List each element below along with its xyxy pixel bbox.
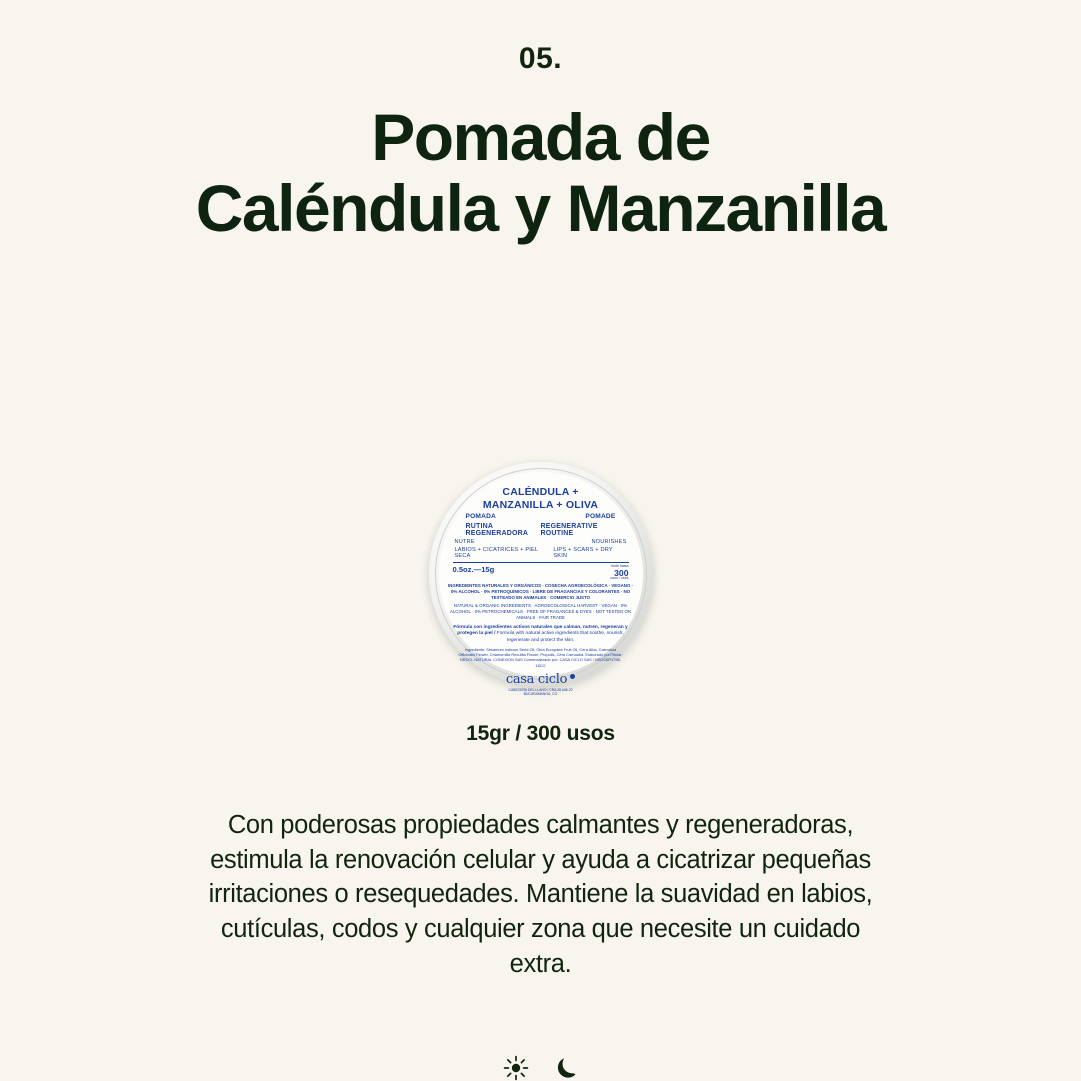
label-uses-number: 300 (614, 567, 629, 578)
label-name-line-2: MANZANILLA + OLIVA (482, 498, 599, 511)
brand-dot-icon (570, 674, 575, 679)
label-address-line-2: BUCARAMANGA, CO (523, 692, 558, 697)
label-use-es: LABIOS + CICATRICES + PIEL SECA (454, 547, 539, 560)
label-fineprint-en: NATURAL & ORGANIC INGREDIENTS · AGROECOLOGICAL HARVEST · VEGAN · 0% ALCOHOL · 0% PETROCHEMICALS · FREE OF FRAGANCES & DYES · NOT TESTED ON ANIMALS · FAIR TRADE (449, 602, 632, 620)
label-uses-top: rinde hasta (610, 564, 629, 569)
label-ingredients-title: Ingredients: (464, 647, 486, 653)
label-use-head-row (455, 539, 627, 545)
label-weight-row (453, 565, 629, 581)
label-madeby: NRDCL NATURAL CONEXION SAS (460, 657, 523, 663)
label-uses (610, 565, 628, 581)
sun-icon (503, 1055, 529, 1081)
label-claim (451, 625, 631, 644)
usage-icons (503, 1055, 579, 1081)
page-title (195, 100, 886, 246)
label-claim-es: Fórmula con ingredientes activos naturales que calman, nutren, regeneran y protegen la piel / (453, 624, 628, 637)
label-divider (453, 562, 629, 563)
label-madeby-title: Elaborado por/Titular: (585, 652, 623, 658)
title-line-2: Caléndula y Manzanilla (195, 171, 886, 246)
label-routine-row (466, 523, 616, 537)
brand-logo (506, 672, 575, 687)
label-claim-en: Formula with natural active ingredients that soothe, nourish, regenerate and protect the skin. (496, 631, 624, 643)
label-type-row (466, 513, 616, 520)
label-use-head-en: NOURISHES (591, 539, 627, 546)
label-ingredients (457, 647, 625, 668)
label-fineprint-es: INGREDIENTES NATURALES Y ORGÁNICOS · COSECHA AGROECOLÓGICA · VEGANO · 0% ALCOHOL · 0% PETROQUÍMICOS · LIBRE DE FRAGANCIAS Y COLORANTES · NO TESTEADO EN ANIMALES · COMERCIO JUSTO (447, 583, 634, 600)
label-type-en: POMADE (585, 513, 616, 521)
product-image (426, 462, 656, 697)
label-weight: 0.5oz.—15g (452, 565, 495, 575)
label-name-line-1: CALÉNDULA + (502, 486, 579, 499)
label-routine-es: RUTINA REGENERADORA (465, 523, 529, 538)
label-use-en: LIPS + SCARS + DRY SKIN (553, 547, 613, 560)
title-line-1: Pomada de (371, 100, 710, 174)
label-address (509, 688, 573, 697)
label-type-es: POMADA (465, 513, 497, 521)
label-routine-en: REGENERATIVE ROUTINE (540, 523, 598, 538)
label-use-head-es: NUTRE (454, 539, 475, 546)
brand-name: casa ciclo (505, 671, 568, 687)
tin-container (429, 462, 653, 697)
label-address-line-1: CABECERA DEL LLANO / CRA 28 #48-20 (508, 687, 573, 692)
item-number: 05. (518, 42, 563, 75)
label-use-row (455, 547, 627, 559)
tin-label (439, 472, 643, 697)
product-description: Con poderosas propiedades calmantes y regeneradoras, estimula la renovación celular y ayuda a cicatrizar pequeñas irritaciones o resequedades. Mantiene la suavidad en labios, cutículas, codos y cualquier zona que necesite un cuidado extra. (208, 811, 873, 978)
product-caption: 15gr / 300 usos (466, 722, 615, 746)
label-uses-bottom: usos / uses (610, 576, 629, 581)
label-reg-title: Comercializado por: (523, 657, 559, 663)
moon-icon (555, 1055, 579, 1081)
label-reg: CASA CICLO SAS / NSOC6P1798-18CO (535, 657, 621, 668)
label-product-name (483, 486, 598, 511)
label-ingredients-list: Sesamum indicum Seed Oil, Olea Europaea Fruit Oil, Cera Alba, Calendula Officinalis Flower, Chamomilla Recutita Flower, Propolis, Cera Carnauba. (458, 647, 617, 658)
